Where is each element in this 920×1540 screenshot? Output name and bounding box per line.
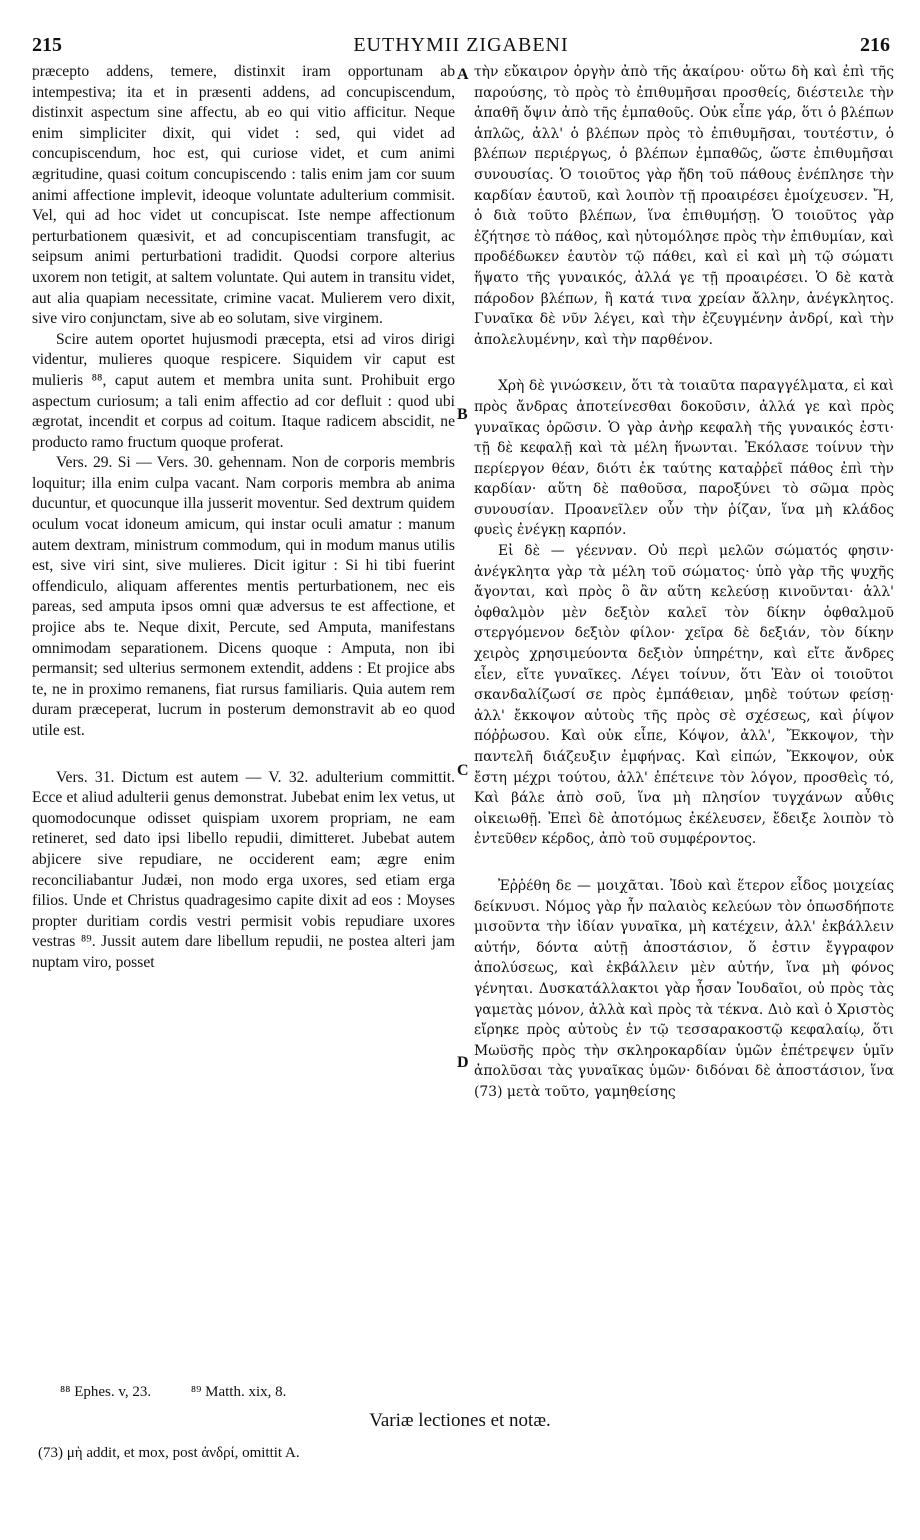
margin-marker-a: A [457,66,469,83]
footnote-89: ⁸⁹ Matth. xix, 8. [190,1384,287,1400]
margin-marker-d: D [457,1054,469,1071]
margin-marker-c: C [457,762,469,779]
note-73: (73) μὴ addit, et mox, post ἀνδρί, omittit A. [38,1445,300,1461]
running-title: EUTHYMII ZIGABENI [353,34,569,56]
greek-column [474,62,894,1103]
greek-paragraph-3: Εἰ δὲ — γέενναν. Οὐ περὶ μελῶν σώματός φησιν· ἀνέγκλητα γὰρ τὰ μέλη τοῦ σώματος· ὑπὸ γὰρ τῆς ψυχῆς ἄγονται, καὶ πρὸς ὃ ἂν αὕτη κελεύσῃ κινοῦνται· ἀλλ' ὀφθαλμὸν μὲν δεξιὸν καλεῖ τὸν δίκην ὀφθαλμοῦ στεργόμενον δεξιὸν φίλον· χεῖρα δὲ δεξιάν, τὸν δίκην χειρὸς χρησιμεύοντα δεξιὸν ὑπηρέτην, καὶ εἴτε ἄνδρες εἶεν, εἴτε γυναῖκες. Λέγει τοίνυν, ὅτι Ἐὰν οἱ τοιοῦτοι σκανδαλίζωσί σε πρὸς ἐμπάθειαν, μηδὲ τούτων φείσῃ· ἀλλ' ἔκκοψον αὐτοὺς τῆς πρὸς σὲ σχέσεως, καὶ ῥίψον πόῤῥωσου. Καὶ οὐκ εἶπε, Κόψον, ἀλλ', Ἔκκοψον, τὴν παντελῆ διάζευξιν ἐμφήνας. Καὶ εἰπών, Ἔκκοψον, οὐκ ἔστη μέχρι τούτου, ἀλλ' ἐπέτεινε τὸν λόγον, προσθεὶς τό, Καὶ βάλε ἀπὸ σοῦ, ἵνα μὴ πλησίον τυγχάνων αὖθις οἰκειωθῇ. Ἐπεὶ δὲ ἀποτόμως ἐκέλευσεν, ἔδειξε λοιπὸν τὸ ἐντεῦθεν κέρδος, ἀπὸ τοῦ συμφέροντος. [474,543,894,848]
notes-heading: Variæ lectiones et notæ. [369,1410,551,1431]
footnote-88: ⁸⁸ Ephes. v, 23. [60,1384,152,1400]
latin-paragraph-3: Vers. 29. Si — Vers. 30. gehennam. Non de corporis membris loquitur; illa enim culpa vacant. Nam corporis membra ab anima ducuntur, et quocunque illa jusserit moventur. Sed dextrum quidem oculum vocat idoneum amicum, qui instar oculi amatur : manum autem dextram, ministrum commodum, qui in modum manus utilis est, sive viri sint, sive mulieres. Dicit igitur : Si hi tibi fuerint offendiculo, aliquam afferentes mentis perturbationem, nec eis pareas, sed amputa ipsos omni quæ adversus te est affectione, et projice abs te. Neque dixit, Percute, sed Amputa, manifestans omnimodam separationem. Dicens quoque : Amputa, non ibi permansit; sed ulterius sermonem extendit, addens : Et projice abs te, ne in proximo remanens, fiat rursus familiaris. Quia autem rem duram præceperat, lucrum in posterum demonstravit ab eo quod utile est. [32,454,455,739]
page-number-left: 215 [32,34,62,56]
latin-paragraph-1: præcepto addens, temere, distinxit iram opportunam ab intempestiva; ita et in præsenti addens, ad concupiscendum, distinxit aspectum sine affectu, ab eo qui vitio afficitur. Neque enim simpliciter dixit, qui videt : sed, qui videt ad concupiscendum, hoc est, qui curiose videt, et cum animi ægritudine, quasi coitum concupiscendo : talis enim jam cor suum animi affectione implevit, ideoque voluntate adulterium commisit. Vel, qui ad hoc videt ut concupiscat. Iste nempe affectionum perturbationem quæsivit, et ad concupiscentiam transfugit, ac seipsum animi perturbationi tradidit. Quodsi corpore alterius uxorem non tetigit, at saltem voluntate. Qui autem in transitu videt, aut alia quapiam necessitate, crimine vacat. Mulierem vero dixit, sive viro conjunctam, sive ab eo solutam, sive virginem. [32,63,455,328]
margin-marker-b: B [457,406,468,423]
latin-column [32,62,455,974]
greek-paragraph-4: Ἐῤῥέθη δε — μοιχᾶται. Ἰδοὺ καὶ ἕτερον εἶδος μοιχείας δείκνυσι. Νόμος γὰρ ἦν παλαιὸς κελεύων τὸν ὁπωσδήποτε μισοῦντα τὴν ἰδίαν γυναῖκα, μὴ κατέχειν, ἀλλ' ἐκβάλλειν αὐτήν, δόντα αὐτῇ ἀποστάσιον, ὅ ἐστιν ἔγγραφον ἀπολύσεως, καὶ ἐκβάλλειν μὲν αὐτήν, ἵνα μὴ φόνος γένηται. Δυσκατάλλακτοι γὰρ ἦσαν Ἰουδαῖοι, οὐ πρὸς τὰς γαμετὰς μόνον, ἀλλὰ καὶ πρὸς τὰ τέκνα. Διὸ καὶ ὁ Χριστὸς εἴρηκε πρὸς αὐτοὺς ἐν τῷ τεσσαρακοστῷ κεφαλαίῳ, ὅτι Μωϋσῆς πρὸς τὴν σκληροκαρδίαν ὑμῶν ἐπέτρεψεν ὑμῖν ἀπολῦσαι τὰς γυναῖκας ὑμῶν· διδόναι δὲ ἀποστάσιον, ἵνα (73) μετὰ τοῦτο, γαμηθείσης [474,877,894,1100]
section-gap [474,350,894,376]
footnotes [60,1384,322,1401]
greek-paragraph-1: τὴν εὔκαιρον ὀργὴν ἀπὸ τῆς ἀκαίρου· οὕτω δὴ καὶ ἐπὶ τῆς παρούσης, τὸ πρὸς τὸ ἐπιθυμῆσαι προσθείς, διέστειλε τὴν ἀπαθῆ ὄψιν ἀπὸ τῆς ἐμπαθοῦς. Οὐκ εἶπε γάρ, ὅτι ὁ βλέπων ἁπλῶς, ἀλλ' ὁ βλέπων πρὸς τὸ ἐπιθυμῆσαι, τουτέστιν, ὁ βλέπων περιέργως, ὁ βλέπων ἐμπαθῶς, ὥστε ἐπιθυμῆσαι συνουσίας. Ὁ τοιοῦτος γὰρ ἤδη τοῦ πάθους ἐνέπλησε τὴν καρδίαν ἑαυτοῦ, καὶ λοιπὸν τῇ προαιρέσει ἐμοίχευσεν. Ἤ, ὁ διὰ τοῦτο βλέπων, ἵνα ἐπιθυμήσῃ. Ὁ τοιοῦτος γὰρ ἐζήτησε τὸ πάθος, καὶ ηὐτομόλησε πρὸς τὴν ἐπιθυμίαν, καὶ προδέδωκεν ἑαυτὸν τῷ πάθει, καὶ εἰ καὶ μὴ τῷ σώματι ἥψατο τῆς γυναικός, ἀλλά γε τῇ προαιρέσει. Ὁ δὲ κατὰ πάροδον βλέπων, ἢ κατά τινα χρείαν ἄλλην, ἀνέγκλητος. Γυναῖκα δὲ νῦν λέγει, καὶ τὴν ἐζευγμένην ἀνδρί, καὶ τὴν ἀπολελυμένην, καὶ τὴν παρθένον. [474,64,894,348]
section-gap [32,742,455,768]
page-header [32,34,890,60]
latin-paragraph-4: Vers. 31. Dictum est autem — V. 32. adulterium committit. Ecce et aliud adulterii genus demonstrat. Jubebat enim lex vetus, ut quomodocunque odisset quispiam uxorem propriam, ne eam retineret, sed dato ipsi libello repudii, dimitteret. Jubebat autem abjicere sive repudiare, ne occiderent eam; ægre enim reconciliabantur Judæi, non modo erga uxores, sed etiam erga filios. Unde et Christus quadragesimo capite dixit ad eos : Moyses propter duritiam cordis vestri permisit vobis repudiare uxores vestras ⁸⁹. Jussit autem dare libellum repudii, ne postea alteri jam nuptam viro, posset [32,768,455,971]
page-number-right: 216 [860,34,890,56]
section-gap [474,850,894,876]
greek-paragraph-2: Χρὴ δὲ γινώσκειν, ὅτι τὰ τοιαῦτα παραγγέλματα, εἰ καὶ πρὸς ἄνδρας ἀποτείνεσθαι δοκοῦσιν, ἀλλά γε καὶ πρὸς γυναῖκας ὁρῶσιν. Ὁ γὰρ ἀνὴρ κεφαλὴ τῆς γυναικός ἐστι· τῇ δὲ κεφαλῇ καὶ τὰ μέλη ἥνωνται. Ἐκόλασε τοίνυν τὴν περίεργον θέαν, διότι ἐκ ταύτης καταῤῥεῖ πάθος ἐπὶ τὴν καρδίαν· αὕτη δὲ παθοῦσα, παροξύνει τὸ σῶμα πρὸς συνουσίαν. Προανεῖλεν οὖν τὴν ῥίζαν, ἵνα μὴ κλάδος φυεὶς ἐνέγκῃ καρπόν. [474,378,894,539]
latin-paragraph-2: Scire autem oportet hujusmodi præcepta, etsi ad viros dirigi videntur, mulieres quoque respicere. Siquidem vir caput est mulieris ⁸⁸, caput autem et membra unita sunt. Prohibuit ergo aspectum curiosum; a tali enim affectio ad cor defluit : quod ubi ægrotat, incendit et corpus ad coitum. Itaque radicem abscidit, ne producto ramo fructum quoque proferat. [32,330,455,451]
